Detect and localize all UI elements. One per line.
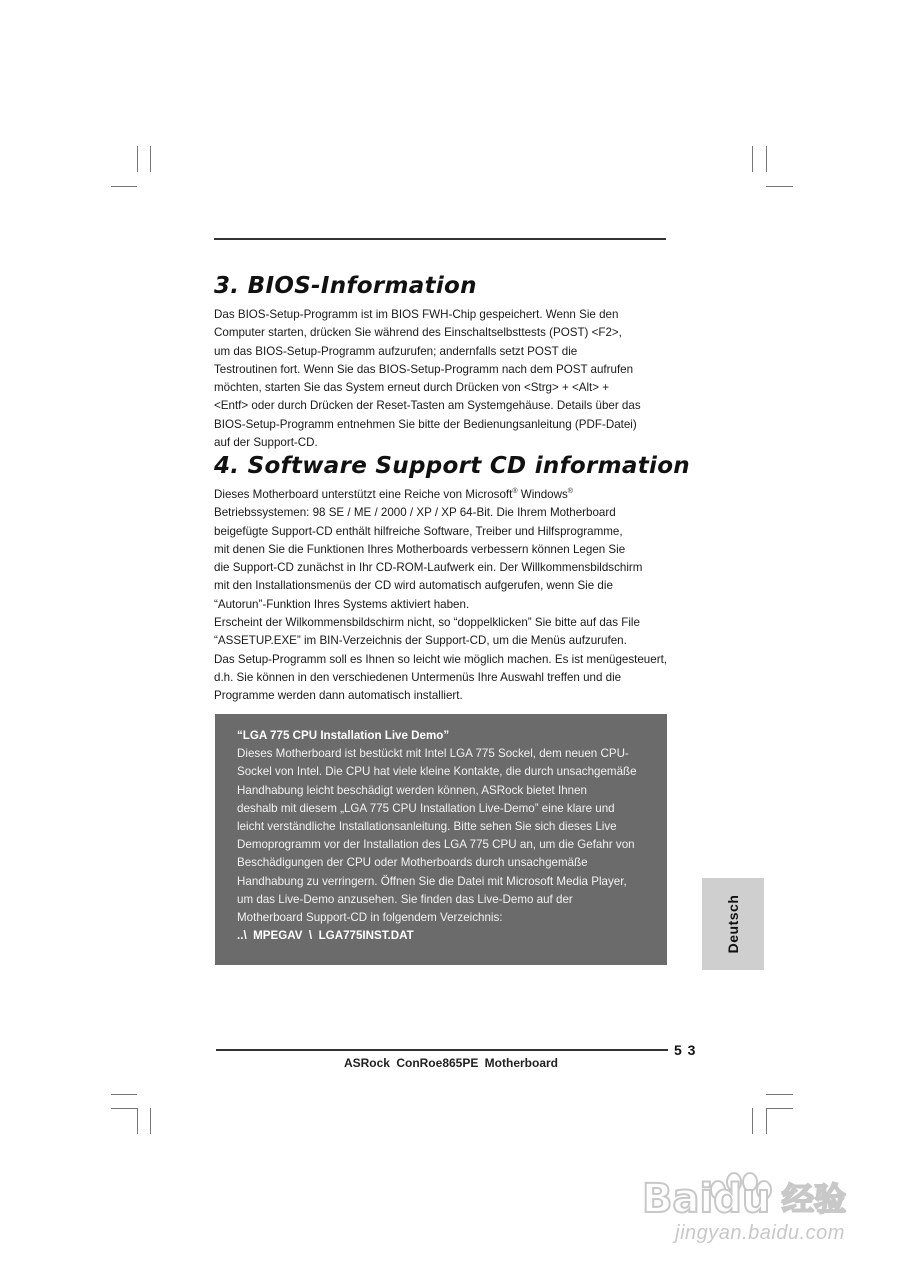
watermark-url: jingyan.baidu.com — [675, 1222, 845, 1244]
crop-mark — [137, 1108, 138, 1134]
crop-mark — [150, 146, 151, 172]
crop-mark — [137, 146, 138, 172]
text-line: Das BIOS-Setup-Programm ist im BIOS FWH-Chip gespeichert. Wenn Sie den — [214, 308, 619, 321]
text-line: Dieses Motherboard unterstützt eine Reiche von Microsoft® Windows® — [214, 488, 573, 501]
text-line: Betriebssystemen: 98 SE / ME / 2000 / XP / XP 64-Bit. Die Ihrem Motherboard — [214, 506, 616, 520]
registered-mark: ® — [567, 488, 573, 496]
crop-mark — [766, 186, 793, 187]
registered-mark: ® — [512, 488, 518, 496]
crop-mark — [752, 146, 753, 172]
page-number: 5 3 — [674, 1042, 697, 1058]
section-3-body — [214, 306, 669, 452]
text-line: BIOS-Setup-Programm entnehmen Sie bitte der Bedienungsanleitung (PDF-Datei) — [214, 417, 637, 431]
text-line: möchten, starten Sie das System erneut durch Drücken von <Strg> + <Alt> + — [214, 381, 610, 395]
text-line: die Support-CD zunächst in Ihr CD-ROM-Laufwerk ein. Der Willkommensbildschirm — [214, 561, 643, 575]
language-label: Deutsch — [725, 894, 741, 954]
section-3-heading: 3. BIOS-Information — [214, 273, 477, 299]
note-line: Demoprogramm vor der Installation des LGA 775 CPU an, um die Gefahr von — [237, 838, 635, 852]
text-line: d.h. Sie können in den verschiedenen Untermenüs Ihre Auswahl treffen und die — [214, 670, 622, 684]
text-line: <Entf> oder durch Drücken der Reset-Tasten am Systemgehäuse. Details über das — [214, 399, 641, 413]
text-line: Computer starten, drücken Sie während des Einschaltselbsttests (POST) <F2>, — [214, 326, 622, 340]
watermark-logo-cn: 经验 — [782, 1180, 847, 1218]
crop-mark — [150, 1108, 151, 1134]
footer-text: ASRock ConRoe865PE Motherboard — [343, 1056, 559, 1070]
crop-mark — [111, 1094, 137, 1095]
note-line: deshalb mit diesem „LGA 775 CPU Installation Live-Demo” eine klare und — [237, 801, 615, 815]
note-line: Dieses Motherboard ist bestückt mit Intel LGA 775 Sockel, dem neuen CPU- — [237, 747, 629, 761]
text-line: auf der Support-CD. — [214, 436, 318, 450]
note-line: Motherboard Support-CD in folgendem Verzeichnis: — [237, 911, 503, 925]
text-line: mit denen Sie die Funktionen Ihres Motherboards verbessern können Legen Sie — [214, 542, 626, 556]
note-line: Beschädigungen der CPU oder Motherboards durch unsachgemäße — [237, 856, 588, 870]
text-line: Erscheint der Wilkommensbildschirm nicht, so “doppelklicken” Sie bitte auf das File — [214, 616, 640, 630]
top-rule — [214, 238, 666, 240]
text-line: Testroutinen fort. Wenn Sie das BIOS-Setup-Programm nach dem POST aufrufen — [214, 362, 634, 376]
note-line: leicht verständliche Installationsanleitung. Bitte sehen Sie sich dieses Live — [237, 820, 617, 834]
crop-mark — [766, 1094, 793, 1095]
note-line: um das Live-Demo anzusehen. Sie finden das Live-Demo auf der — [237, 892, 573, 906]
baidu-watermark-logo — [640, 1160, 870, 1220]
note-line: Handhabung leicht beschädigt werden können, ASRock bietet Ihnen — [237, 783, 587, 797]
note-title: “LGA 775 CPU Installation Live Demo” — [237, 729, 450, 742]
crop-mark — [752, 1108, 753, 1134]
note-line: Sockel von Intel. Die CPU hat viele kleine Kontakte, die durch unsachgemäße — [237, 765, 637, 779]
section-4-heading: 4. Software Support CD information — [214, 453, 690, 479]
crop-mark — [766, 1108, 767, 1134]
crop-mark — [766, 1108, 793, 1109]
language-side-tab — [702, 878, 764, 970]
section-4-body — [214, 486, 669, 706]
bottom-rule — [216, 1049, 668, 1051]
text-line: Das Setup-Programm soll es Ihnen so leicht wie möglich machen. Es ist menügesteuert, — [214, 652, 668, 666]
live-demo-note-box — [215, 714, 667, 965]
crop-mark — [111, 1108, 137, 1109]
crop-mark — [111, 186, 137, 187]
text-line: Programme werden dann automatisch installiert. — [214, 689, 463, 703]
note-file-path: ..\ MPEGAV \ LGA775INST.DAT — [237, 929, 414, 943]
note-line: Handhabung zu verringern. Öffnen Sie die Datei mit Microsoft Media Player, — [237, 874, 627, 888]
crop-mark — [766, 146, 767, 172]
text-line: beigefügte Support-CD enthält hilfreiche Software, Treiber und Hilfsprogramme, — [214, 524, 623, 538]
watermark-logo-text: Baidu — [642, 1176, 771, 1220]
text-line: “Autorun”-Funktion Ihres Systems aktiviert haben. — [214, 597, 470, 611]
text-line: um das BIOS-Setup-Programm aufzurufen; andernfalls setzt POST die — [214, 344, 578, 358]
text-line: mit den Installationsmenüs der CD wird automatisch aufgerufen, wenn Sie die — [214, 579, 613, 593]
text-line: “ASSETUP.EXE” im BIN-Verzeichnis der Support-CD, um die Menüs aufzurufen. — [214, 634, 627, 648]
